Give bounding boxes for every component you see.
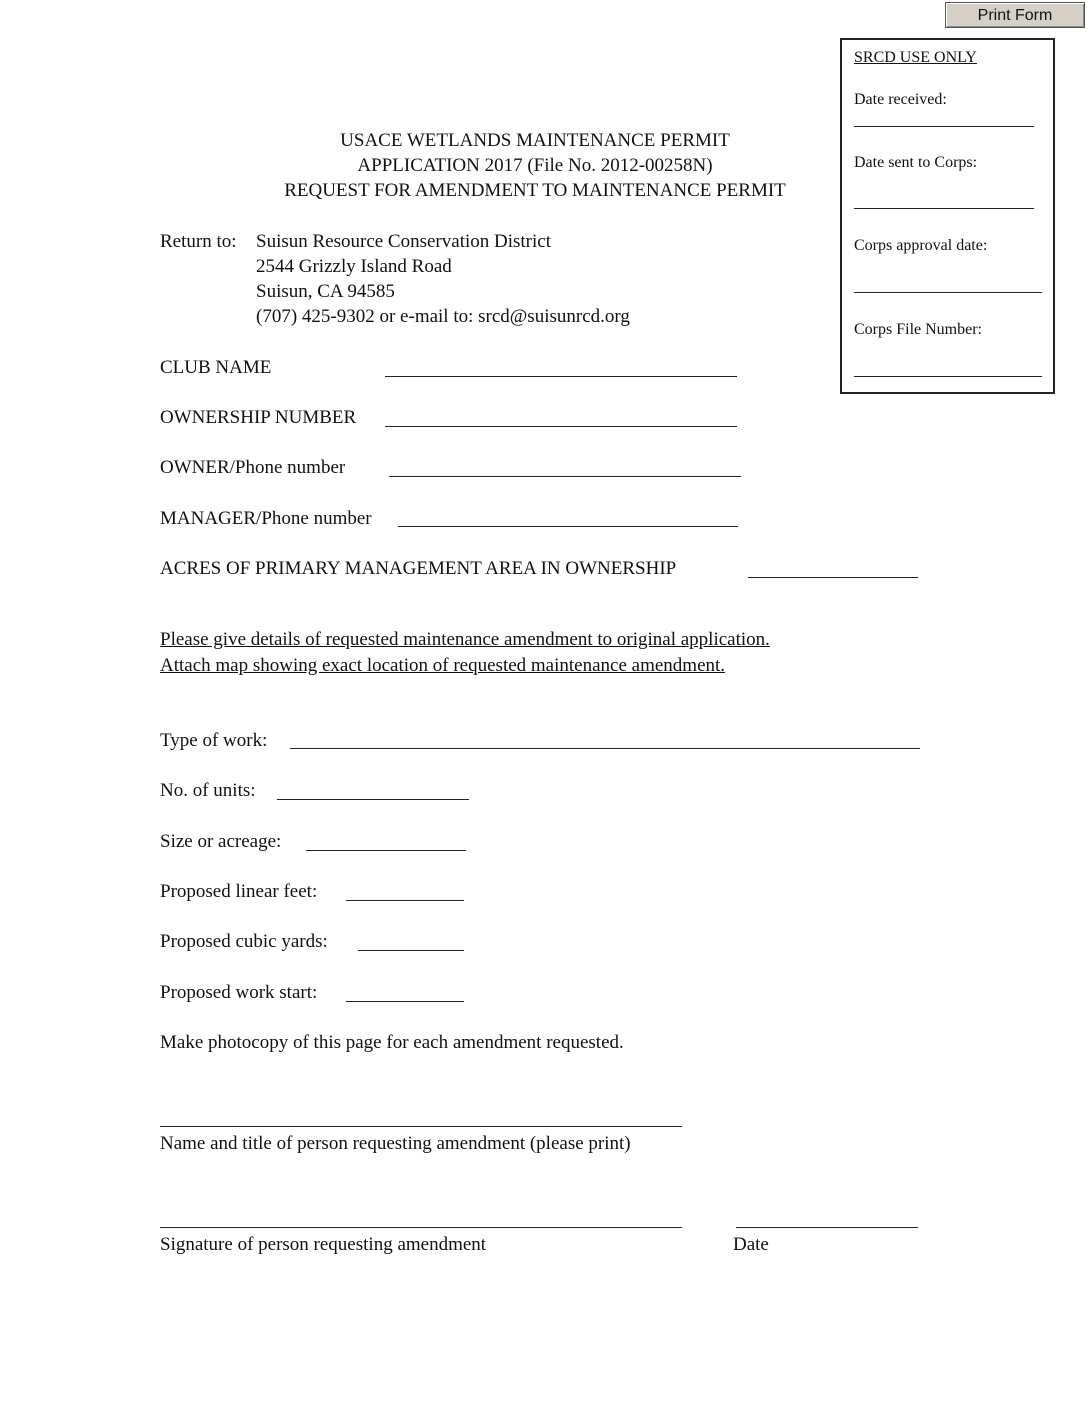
no-of-units-label: No. of units: bbox=[160, 780, 256, 801]
cubic-yards-label: Proposed cubic yards: bbox=[160, 931, 328, 952]
srcd-use-only-box bbox=[840, 38, 1055, 394]
return-address-line-3: Suisun, CA 94585 bbox=[256, 281, 395, 302]
instruction-line-1: Please give details of requested maintenance amendment to original application. bbox=[160, 629, 770, 650]
header-title-line-1: USACE WETLANDS MAINTENANCE PERMIT bbox=[340, 130, 730, 151]
date-label: Date bbox=[733, 1234, 769, 1255]
corps-file-number-field[interactable] bbox=[854, 376, 1042, 377]
linear-feet-label: Proposed linear feet: bbox=[160, 881, 318, 902]
work-start-field[interactable] bbox=[346, 1001, 464, 1002]
return-address-line-2: 2544 Grizzly Island Road bbox=[256, 256, 452, 277]
srcd-box-heading: SRCD USE ONLY bbox=[854, 49, 977, 66]
date-sent-to-corps-field[interactable] bbox=[854, 208, 1034, 209]
instruction-line-2: Attach map showing exact location of requested maintenance amendment. bbox=[160, 655, 726, 676]
linear-feet-field[interactable] bbox=[346, 900, 464, 901]
date-sent-to-corps-label: Date sent to Corps: bbox=[854, 154, 978, 171]
cubic-yards-field[interactable] bbox=[358, 950, 464, 951]
print-form-button[interactable]: Print Form bbox=[945, 2, 1085, 28]
owner-phone-label: OWNER/Phone number bbox=[160, 457, 346, 478]
photocopy-note: Make photocopy of this page for each amendment requested. bbox=[160, 1032, 624, 1053]
type-of-work-label: Type of work: bbox=[160, 730, 268, 751]
name-title-label: Name and title of person requesting amendment (please print) bbox=[160, 1133, 631, 1154]
name-title-field[interactable] bbox=[160, 1126, 682, 1127]
size-or-acreage-field[interactable] bbox=[306, 850, 466, 851]
ownership-number-field[interactable] bbox=[385, 426, 737, 427]
manager-phone-label: MANAGER/Phone number bbox=[160, 508, 372, 529]
return-address-line-4: (707) 425-9302 or e-mail to: srcd@suisunrcd.org bbox=[256, 306, 630, 327]
work-start-label: Proposed work start: bbox=[160, 982, 318, 1003]
size-or-acreage-label: Size or acreage: bbox=[160, 831, 282, 852]
ownership-number-label: OWNERSHIP NUMBER bbox=[160, 407, 357, 428]
corps-approval-date-field[interactable] bbox=[854, 292, 1042, 293]
acres-field[interactable] bbox=[748, 577, 918, 578]
return-to-label: Return to: bbox=[160, 231, 237, 252]
corps-file-number-label: Corps File Number: bbox=[854, 321, 982, 338]
signature-label: Signature of person requesting amendment bbox=[160, 1234, 487, 1255]
date-field[interactable] bbox=[736, 1227, 918, 1228]
owner-phone-field[interactable] bbox=[389, 476, 741, 477]
club-name-field[interactable] bbox=[385, 376, 737, 377]
no-of-units-field[interactable] bbox=[277, 799, 469, 800]
corps-approval-date-label: Corps approval date: bbox=[854, 237, 988, 254]
type-of-work-field[interactable] bbox=[290, 748, 920, 749]
manager-phone-field[interactable] bbox=[398, 526, 738, 527]
acres-label: ACRES OF PRIMARY MANAGEMENT AREA IN OWNERSHIP bbox=[160, 558, 677, 579]
date-received-field[interactable] bbox=[854, 126, 1034, 127]
return-address-line-1: Suisun Resource Conservation District bbox=[256, 231, 551, 252]
club-name-label: CLUB NAME bbox=[160, 357, 272, 378]
header-title-line-2: APPLICATION 2017 (File No. 2012-00258N) bbox=[357, 155, 713, 176]
header-title-line-3: REQUEST FOR AMENDMENT TO MAINTENANCE PERMIT bbox=[284, 180, 786, 201]
date-received-label: Date received: bbox=[854, 91, 947, 108]
signature-field[interactable] bbox=[160, 1227, 682, 1228]
